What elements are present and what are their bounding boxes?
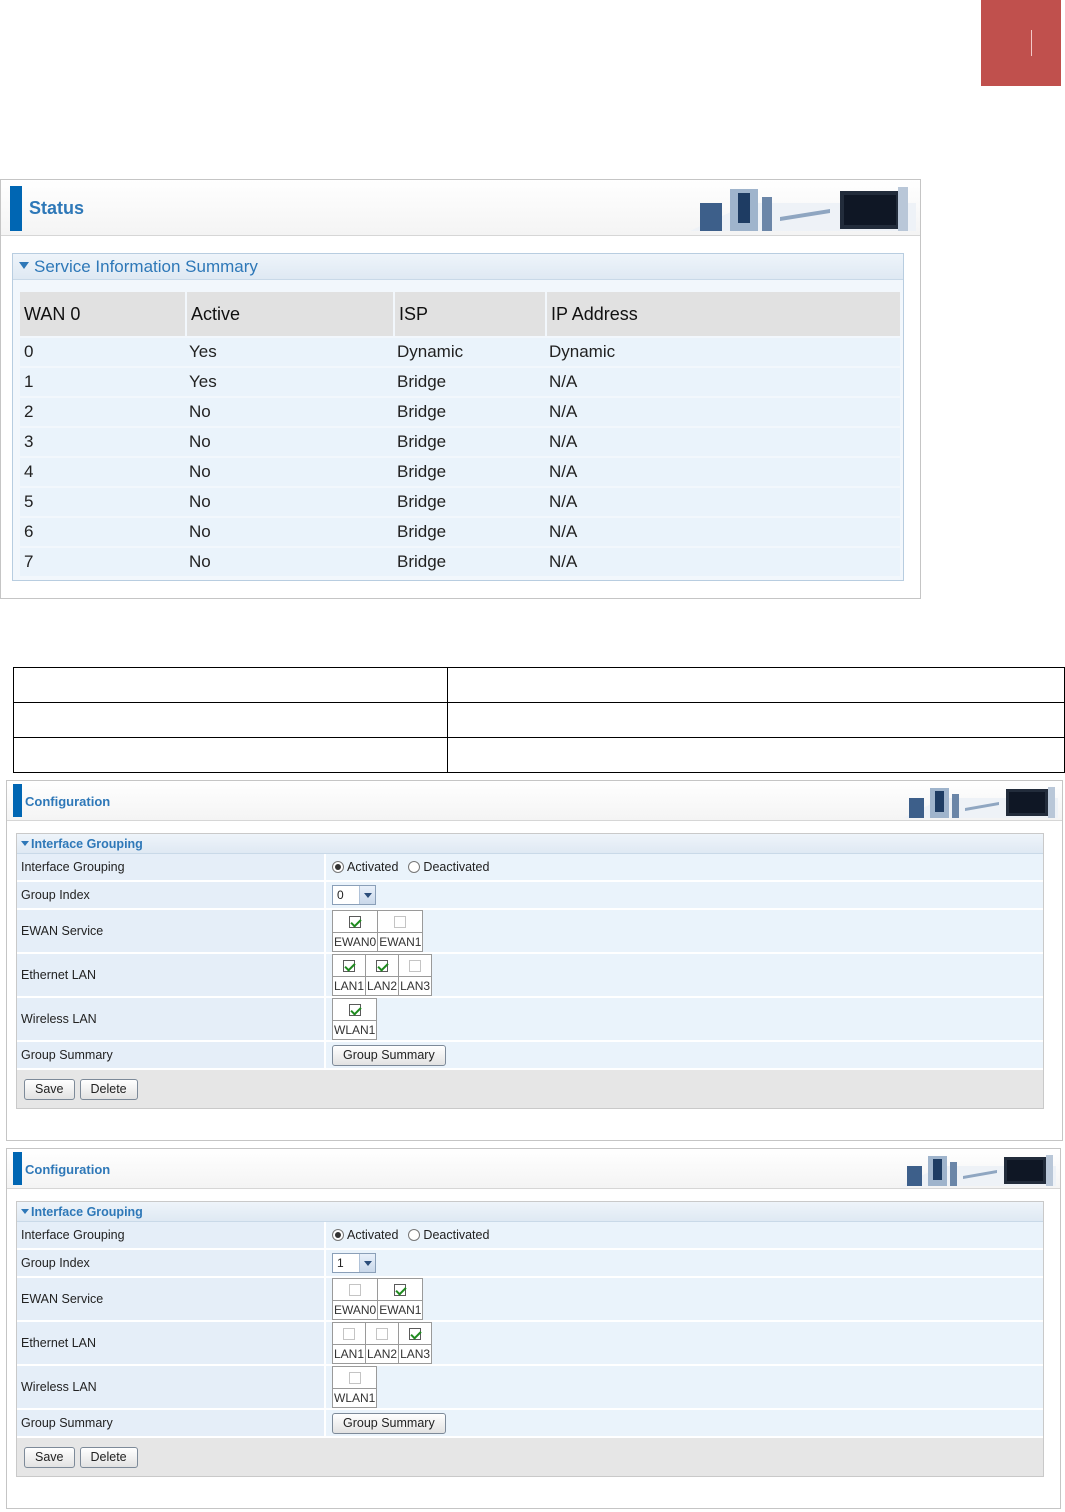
chevron-down-icon	[359, 886, 375, 904]
form-value	[324, 1222, 1043, 1248]
form-value	[324, 1042, 1043, 1068]
form-label: Group Index	[17, 882, 324, 908]
service-info-section	[12, 253, 904, 581]
ewan0-checkbox[interactable]	[349, 916, 361, 928]
cell-wan: 6	[20, 518, 185, 546]
header-office-graphic-icon	[903, 784, 1058, 819]
save-button[interactable]: Save	[24, 1447, 75, 1468]
form-row-eth	[17, 1322, 1043, 1366]
checkbox-cell	[333, 955, 366, 995]
form-row-summary	[17, 1042, 1043, 1070]
chevron-down-icon	[359, 1254, 375, 1272]
checkbox-holder	[399, 1323, 431, 1345]
configuration-title: Configuration	[25, 1162, 111, 1177]
cell-ip: N/A	[545, 428, 900, 456]
checkbox-label: WLAN1	[334, 1023, 376, 1037]
checkbox-cell	[333, 1279, 378, 1319]
cell-isp: Bridge	[393, 368, 545, 396]
deactivated-radio[interactable]	[408, 861, 420, 873]
status-panel	[0, 179, 921, 599]
checkbox-holder	[333, 999, 376, 1021]
cell-isp: Bridge	[393, 428, 545, 456]
checkbox-label: LAN2	[367, 1347, 398, 1361]
form-label: Ethernet LAN	[17, 1322, 324, 1364]
ethernet-lan-checkboxes	[332, 954, 432, 996]
ewan-service-checkboxes	[332, 1278, 423, 1320]
form-row-grouping	[17, 854, 1043, 882]
section-title-text: Interface Grouping	[31, 837, 143, 851]
lan1-checkbox[interactable]	[343, 960, 355, 972]
configuration-header	[7, 781, 1062, 821]
checkbox-label: EWAN0	[334, 935, 377, 949]
deactivated-label: Deactivated	[423, 860, 490, 874]
checkbox-label: LAN2	[367, 979, 398, 993]
delete-button[interactable]: Delete	[80, 1079, 138, 1100]
grid-cell	[14, 703, 448, 738]
form-label: Wireless LAN	[17, 998, 324, 1040]
form-label: Group Summary	[17, 1410, 324, 1436]
table-row	[20, 398, 900, 426]
form-value	[324, 954, 1043, 996]
checkbox-cell	[366, 955, 399, 995]
cell-ip: Dynamic	[545, 338, 900, 366]
delete-button[interactable]: Delete	[80, 1447, 138, 1468]
lan2-checkbox[interactable]	[376, 960, 388, 972]
cell-wan: 7	[20, 548, 185, 576]
ewan1-checkbox[interactable]	[394, 1284, 406, 1296]
checkbox-cell	[333, 911, 378, 951]
configuration-panel	[6, 780, 1063, 1141]
checkbox-cell	[378, 911, 422, 951]
group-index-value: 0	[337, 888, 344, 902]
status-title: Status	[29, 198, 85, 218]
wlan1-checkbox[interactable]	[349, 1372, 361, 1384]
checkbox-label: EWAN0	[334, 1303, 377, 1317]
grid-row	[14, 703, 1065, 738]
checkbox-cell	[333, 1367, 376, 1407]
cell-ip: N/A	[545, 548, 900, 576]
header-accent-bar	[10, 186, 22, 231]
cell-isp: Dynamic	[393, 338, 545, 366]
deactivated-radio[interactable]	[408, 1229, 420, 1241]
deactivated-label: Deactivated	[423, 1228, 490, 1242]
save-button[interactable]: Save	[24, 1079, 75, 1100]
interface-grouping-section	[16, 1201, 1044, 1477]
wireless-lan-checkboxes	[332, 998, 377, 1040]
corner-tab-mark	[1031, 30, 1032, 56]
lan1-checkbox[interactable]	[343, 1328, 355, 1340]
cell-active: No	[185, 428, 393, 456]
cell-ip: N/A	[545, 518, 900, 546]
table-row	[20, 548, 900, 576]
checkbox-label: LAN3	[400, 979, 431, 993]
form-row-grouping	[17, 1222, 1043, 1250]
form-label: Group Summary	[17, 1042, 324, 1068]
cell-active: No	[185, 488, 393, 516]
table-row	[20, 518, 900, 546]
action-buttons	[17, 1070, 1043, 1108]
checkbox-cell	[333, 999, 376, 1039]
grid-cell	[448, 668, 1065, 703]
cell-wan: 4	[20, 458, 185, 486]
checkbox-label: WLAN1	[334, 1391, 376, 1405]
cell-active: No	[185, 458, 393, 486]
form-value	[324, 882, 1043, 908]
form-label: EWAN Service	[17, 1278, 324, 1320]
form-label: Ethernet LAN	[17, 954, 324, 996]
cell-ip: N/A	[545, 458, 900, 486]
blank-grid-table	[13, 667, 1065, 773]
form-value	[324, 1366, 1043, 1408]
header-office-graphic-icon	[690, 183, 916, 233]
ewan0-checkbox[interactable]	[349, 1284, 361, 1296]
checkbox-cell	[399, 1323, 431, 1363]
checkbox-cell	[378, 1279, 422, 1319]
form-label: Interface Grouping	[17, 854, 324, 880]
group-index-value: 1	[337, 1256, 344, 1270]
section-title[interactable]	[17, 1202, 1043, 1222]
form-row-wlan	[17, 1366, 1043, 1410]
grid-cell	[448, 703, 1065, 738]
table-row	[20, 458, 900, 486]
checkbox-cell	[366, 1323, 399, 1363]
collapse-triangle-icon	[21, 1209, 29, 1214]
checkbox-holder	[333, 955, 365, 977]
checkbox-holder	[366, 1323, 398, 1345]
form-row-wlan	[17, 998, 1043, 1042]
group-index-select[interactable]	[332, 885, 376, 905]
section-title-text: Interface Grouping	[31, 1205, 143, 1219]
checkbox-cell	[399, 955, 431, 995]
table-row	[20, 428, 900, 456]
form-row-ewan	[17, 1278, 1043, 1322]
grid-cell	[14, 738, 448, 773]
header-office-graphic-icon	[901, 1152, 1056, 1187]
cell-active: No	[185, 548, 393, 576]
cell-active: Yes	[185, 338, 393, 366]
col-header-wan: WAN 0	[20, 292, 185, 336]
section-title-text: Service Information Summary	[34, 257, 258, 276]
configuration-header	[7, 1149, 1060, 1189]
table-row	[20, 338, 900, 366]
grid-row	[14, 738, 1065, 773]
form-value	[324, 1410, 1043, 1436]
group-index-select[interactable]	[332, 1253, 376, 1273]
checkbox-holder	[333, 911, 377, 933]
form-row-group-index	[17, 882, 1043, 910]
lan2-checkbox[interactable]	[376, 1328, 388, 1340]
col-header-ip-address: IP Address	[545, 292, 900, 336]
cell-active: Yes	[185, 368, 393, 396]
group-summary-button[interactable]: Group Summary	[332, 1413, 446, 1434]
checkbox-label: EWAN1	[379, 1303, 422, 1317]
header-accent-bar	[13, 784, 22, 817]
cell-wan: 2	[20, 398, 185, 426]
form-value	[324, 1278, 1043, 1320]
ewan1-checkbox[interactable]	[394, 916, 406, 928]
activated-label: Activated	[347, 1228, 399, 1242]
checkbox-holder	[378, 911, 422, 933]
col-header-isp: ISP	[393, 292, 545, 336]
grid-cell	[14, 668, 448, 703]
form-label: Wireless LAN	[17, 1366, 324, 1408]
collapse-triangle-icon	[19, 262, 29, 269]
form-value	[324, 1322, 1043, 1364]
interface-grouping-section	[16, 833, 1044, 1109]
activated-radio[interactable]	[332, 1229, 344, 1241]
group-summary-button[interactable]: Group Summary	[332, 1045, 446, 1066]
checkbox-label: LAN3	[400, 1347, 431, 1361]
form-label: EWAN Service	[17, 910, 324, 952]
status-header	[1, 180, 920, 236]
page-corner-tab	[981, 0, 1061, 86]
service-summary-table	[20, 290, 900, 578]
table-row	[20, 488, 900, 516]
cell-wan: 5	[20, 488, 185, 516]
form-value	[324, 854, 1043, 880]
cell-wan: 3	[20, 428, 185, 456]
checkbox-label: LAN1	[334, 1347, 365, 1361]
cell-isp: Bridge	[393, 488, 545, 516]
cell-isp: Bridge	[393, 458, 545, 486]
table-row	[20, 368, 900, 396]
cell-active: No	[185, 398, 393, 426]
form-row-eth	[17, 954, 1043, 998]
wlan1-checkbox[interactable]	[349, 1004, 361, 1016]
grid-row	[14, 668, 1065, 703]
form-value	[324, 998, 1043, 1040]
checkbox-label: LAN1	[334, 979, 365, 993]
wireless-lan-checkboxes	[332, 1366, 377, 1408]
lan3-checkbox[interactable]	[409, 960, 421, 972]
cell-isp: Bridge	[393, 548, 545, 576]
checkbox-label: EWAN1	[379, 935, 422, 949]
form-label: Group Index	[17, 1250, 324, 1276]
section-title[interactable]	[17, 834, 1043, 854]
checkbox-holder	[333, 1323, 365, 1345]
cell-isp: Bridge	[393, 518, 545, 546]
section-title[interactable]	[13, 254, 903, 280]
cell-ip: N/A	[545, 488, 900, 516]
form-row-ewan	[17, 910, 1043, 954]
activated-label: Activated	[347, 860, 399, 874]
cell-isp: Bridge	[393, 398, 545, 426]
checkbox-cell	[333, 1323, 366, 1363]
header-accent-bar	[13, 1152, 22, 1185]
cell-ip: N/A	[545, 368, 900, 396]
form-row-group-index	[17, 1250, 1043, 1278]
form-row-summary	[17, 1410, 1043, 1438]
cell-ip: N/A	[545, 398, 900, 426]
checkbox-holder	[378, 1279, 422, 1301]
lan3-checkbox[interactable]	[409, 1328, 421, 1340]
checkbox-holder	[399, 955, 431, 977]
cell-wan: 0	[20, 338, 185, 366]
configuration-panel	[6, 1148, 1061, 1509]
configuration-title: Configuration	[25, 794, 111, 809]
checkbox-holder	[333, 1279, 377, 1301]
activated-radio[interactable]	[332, 861, 344, 873]
cell-active: No	[185, 518, 393, 546]
checkbox-holder	[366, 955, 398, 977]
table-header-row	[20, 292, 900, 336]
form-value	[324, 910, 1043, 952]
col-header-active: Active	[185, 292, 393, 336]
checkbox-holder	[333, 1367, 376, 1389]
form-value	[324, 1250, 1043, 1276]
ewan-service-checkboxes	[332, 910, 423, 952]
grid-cell	[448, 738, 1065, 773]
cell-wan: 1	[20, 368, 185, 396]
form-label: Interface Grouping	[17, 1222, 324, 1248]
action-buttons	[17, 1438, 1043, 1476]
ethernet-lan-checkboxes	[332, 1322, 432, 1364]
collapse-triangle-icon	[21, 841, 29, 846]
